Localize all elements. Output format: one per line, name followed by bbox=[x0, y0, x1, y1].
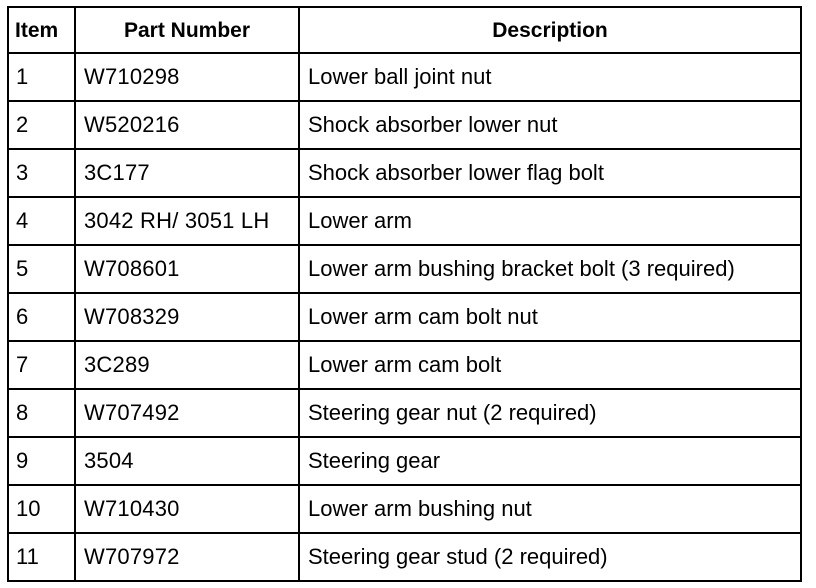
cell-item: 1 bbox=[8, 53, 75, 101]
table-row bbox=[8, 485, 801, 533]
cell-part-number: 3C289 bbox=[75, 341, 299, 389]
cell-description: Lower arm bushing nut bbox=[299, 485, 801, 533]
cell-part-number: 3042 RH/ 3051 LH bbox=[75, 197, 299, 245]
cell-description: Lower arm cam bolt nut bbox=[299, 293, 801, 341]
cell-item: 3 bbox=[8, 149, 75, 197]
cell-description: Lower arm cam bolt bbox=[299, 341, 801, 389]
header-item: Item bbox=[8, 7, 75, 53]
table-row bbox=[8, 245, 801, 293]
cell-part-number: W708329 bbox=[75, 293, 299, 341]
table-row bbox=[8, 101, 801, 149]
cell-item: 8 bbox=[8, 389, 75, 437]
cell-part-number: W707492 bbox=[75, 389, 299, 437]
cell-description: Shock absorber lower nut bbox=[299, 101, 801, 149]
cell-item: 9 bbox=[8, 437, 75, 485]
cell-item: 7 bbox=[8, 341, 75, 389]
cell-description: Lower arm bushing bracket bolt (3 required) bbox=[299, 245, 801, 293]
table-row bbox=[8, 341, 801, 389]
cell-description: Steering gear bbox=[299, 437, 801, 485]
parts-table bbox=[7, 6, 802, 582]
table-row bbox=[8, 293, 801, 341]
cell-description: Shock absorber lower flag bolt bbox=[299, 149, 801, 197]
cell-description: Steering gear stud (2 required) bbox=[299, 533, 801, 581]
cell-part-number: W708601 bbox=[75, 245, 299, 293]
header-description: Description bbox=[299, 7, 801, 53]
cell-item: 5 bbox=[8, 245, 75, 293]
cell-part-number: 3504 bbox=[75, 437, 299, 485]
table-row bbox=[8, 437, 801, 485]
cell-item: 10 bbox=[8, 485, 75, 533]
cell-part-number: W710298 bbox=[75, 53, 299, 101]
cell-description: Lower ball joint nut bbox=[299, 53, 801, 101]
cell-part-number: W520216 bbox=[75, 101, 299, 149]
cell-part-number: W707972 bbox=[75, 533, 299, 581]
table-row bbox=[8, 197, 801, 245]
table-row bbox=[8, 389, 801, 437]
table-row bbox=[8, 149, 801, 197]
header-part-number: Part Number bbox=[75, 7, 299, 53]
table-row bbox=[8, 533, 801, 581]
table-row bbox=[8, 53, 801, 101]
cell-item: 4 bbox=[8, 197, 75, 245]
cell-description: Steering gear nut (2 required) bbox=[299, 389, 801, 437]
cell-part-number: 3C177 bbox=[75, 149, 299, 197]
table-header-row bbox=[8, 7, 801, 53]
cell-description: Lower arm bbox=[299, 197, 801, 245]
cell-item: 2 bbox=[8, 101, 75, 149]
cell-part-number: W710430 bbox=[75, 485, 299, 533]
cell-item: 11 bbox=[8, 533, 75, 581]
cell-item: 6 bbox=[8, 293, 75, 341]
